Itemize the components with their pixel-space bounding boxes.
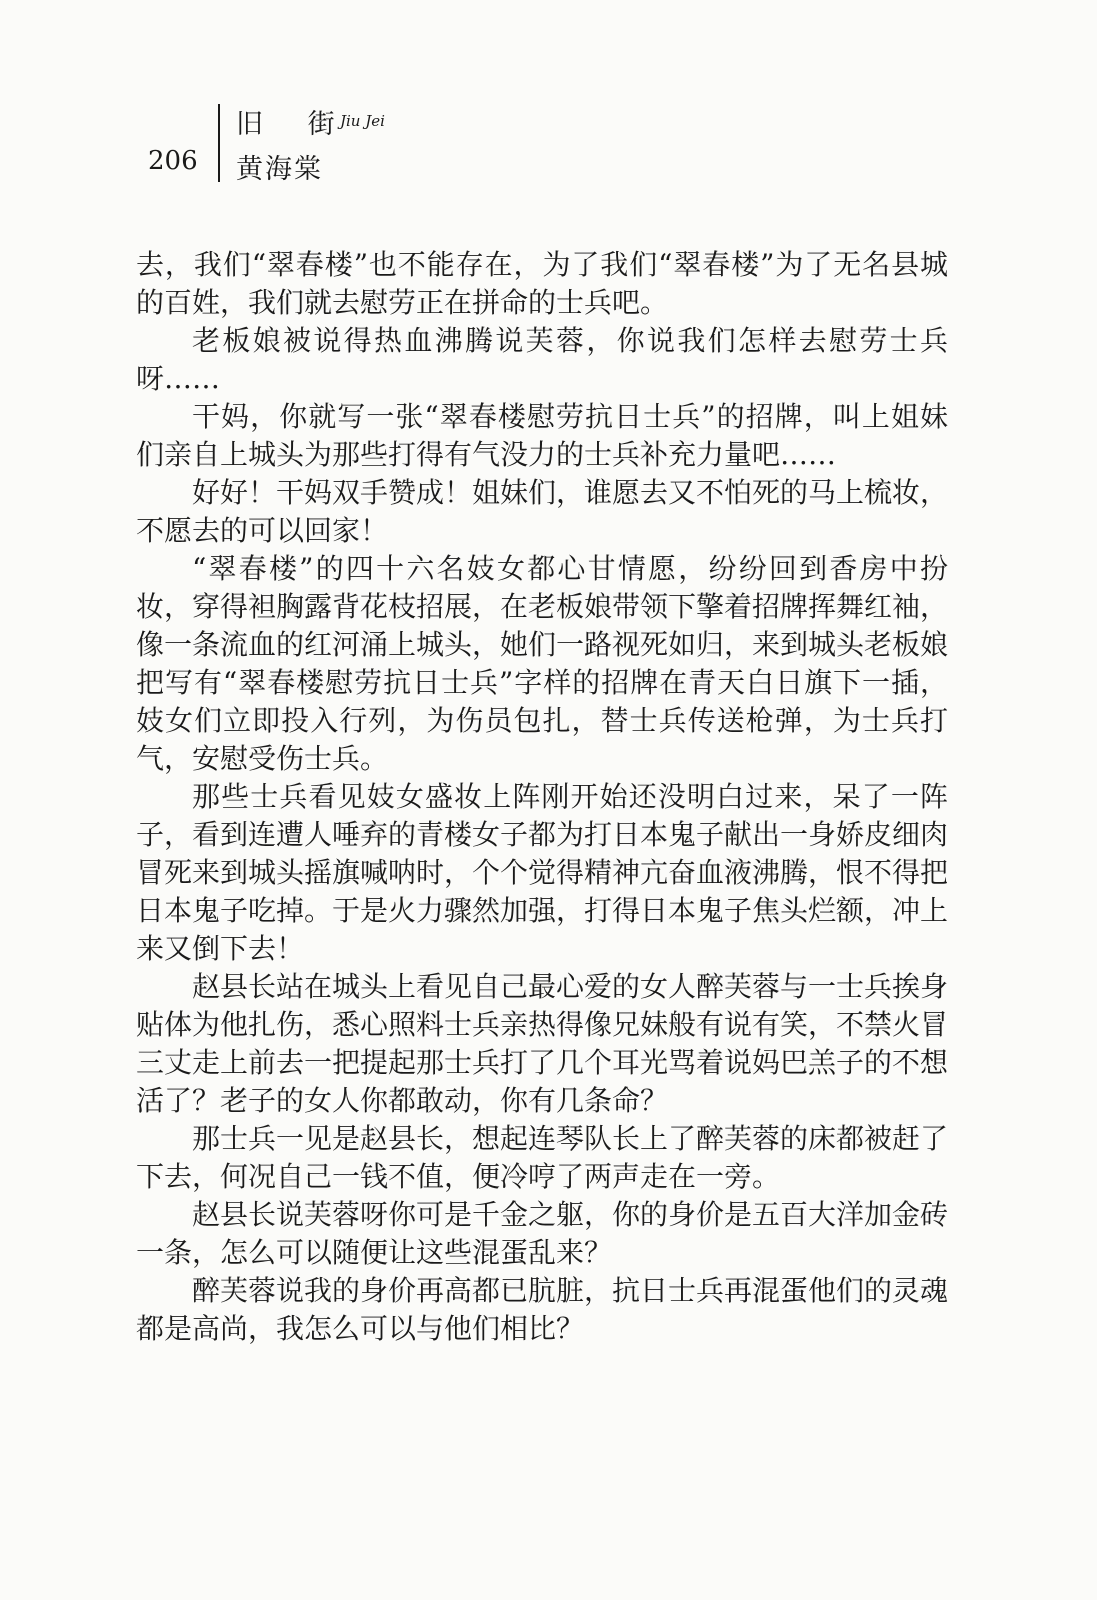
paragraph: 赵县长站在城头上看见自己最心爱的女人醉芙蓉与一士兵挨身贴体为他扎伤，悉心照料士兵亲热得像兄妹般有说有笑，不禁火冒三丈走上前去一把提起那士兵打了几个耳光骂着说妈巴羔子的不想活了？老子的女人你都敢动，你有几条命？ <box>136 970 949 1117</box>
paragraph: 那士兵一见是赵县长，想起连琴队长上了醉芙蓉的床都被赶了下去，何况自己一钱不值，便冷哼了两声走在一旁。 <box>136 1122 949 1193</box>
author-name: 黄海棠 <box>236 154 323 185</box>
book-title-roman: Jiu Jei <box>340 112 385 130</box>
paragraph: 好好！干妈双手赞成！姐妹们，谁愿去又不怕死的马上梳妆，不愿去的可以回家！ <box>136 476 949 547</box>
page-number: 206 <box>148 146 198 176</box>
paragraph: “翠春楼”的四十六名妓女都心甘情愿，纷纷回到香房中扮妆，穿得袒胸露背花枝招展，在老板娘带领下擎着招牌挥舞红袖，像一条流血的红河涌上城头，她们一路视死如归，来到城头老板娘把写有“翠春楼慰劳抗日士兵”字样的招牌在青天白日旗下一插，妓女们立即投入行列，为伤员包扎，替士兵传送枪弹，为士兵打气，安慰受伤士兵。 <box>136 552 949 775</box>
page-header <box>148 100 568 190</box>
paragraph: 老板娘被说得热血沸腾说芙蓉，你说我们怎样去慰劳士兵呀…… <box>136 324 948 395</box>
paragraph: 赵县长说芙蓉呀你可是千金之躯，你的身价是五百大洋加金砖一条，怎么可以随便让这些混蛋乱来？ <box>136 1198 949 1269</box>
paragraph: 干妈，你就写一张“翠春楼慰劳抗日士兵”的招牌，叫上姐妹们亲自上城头为那些打得有气没力的士兵补充力量吧…… <box>136 400 948 471</box>
paragraph: 去，我们“翠春楼”也不能存在，为了我们“翠春楼”为了无名县城的百姓，我们就去慰劳正在拼命的士兵吧。 <box>136 248 948 319</box>
paragraph: 那些士兵看见妓女盛妆上阵刚开始还没明白过来，呆了一阵子，看到连遭人唾弃的青楼女子都为打日本鬼子献出一身娇皮细肉冒死来到城头摇旗喊呐时，个个觉得精神亢奋血液沸腾，恨不得把日本鬼子吃掉。于是火力骤然加强，打得日本鬼子焦头烂额，冲上来又倒下去！ <box>136 780 949 965</box>
paragraph: 醉芙蓉说我的身价再高都已肮脏，抗日士兵再混蛋他们的灵魂都是高尚，我怎么可以与他们相比？ <box>136 1274 949 1345</box>
header-divider <box>218 104 220 182</box>
body-text <box>136 246 948 1348</box>
book-title: 旧 街 <box>236 109 353 140</box>
